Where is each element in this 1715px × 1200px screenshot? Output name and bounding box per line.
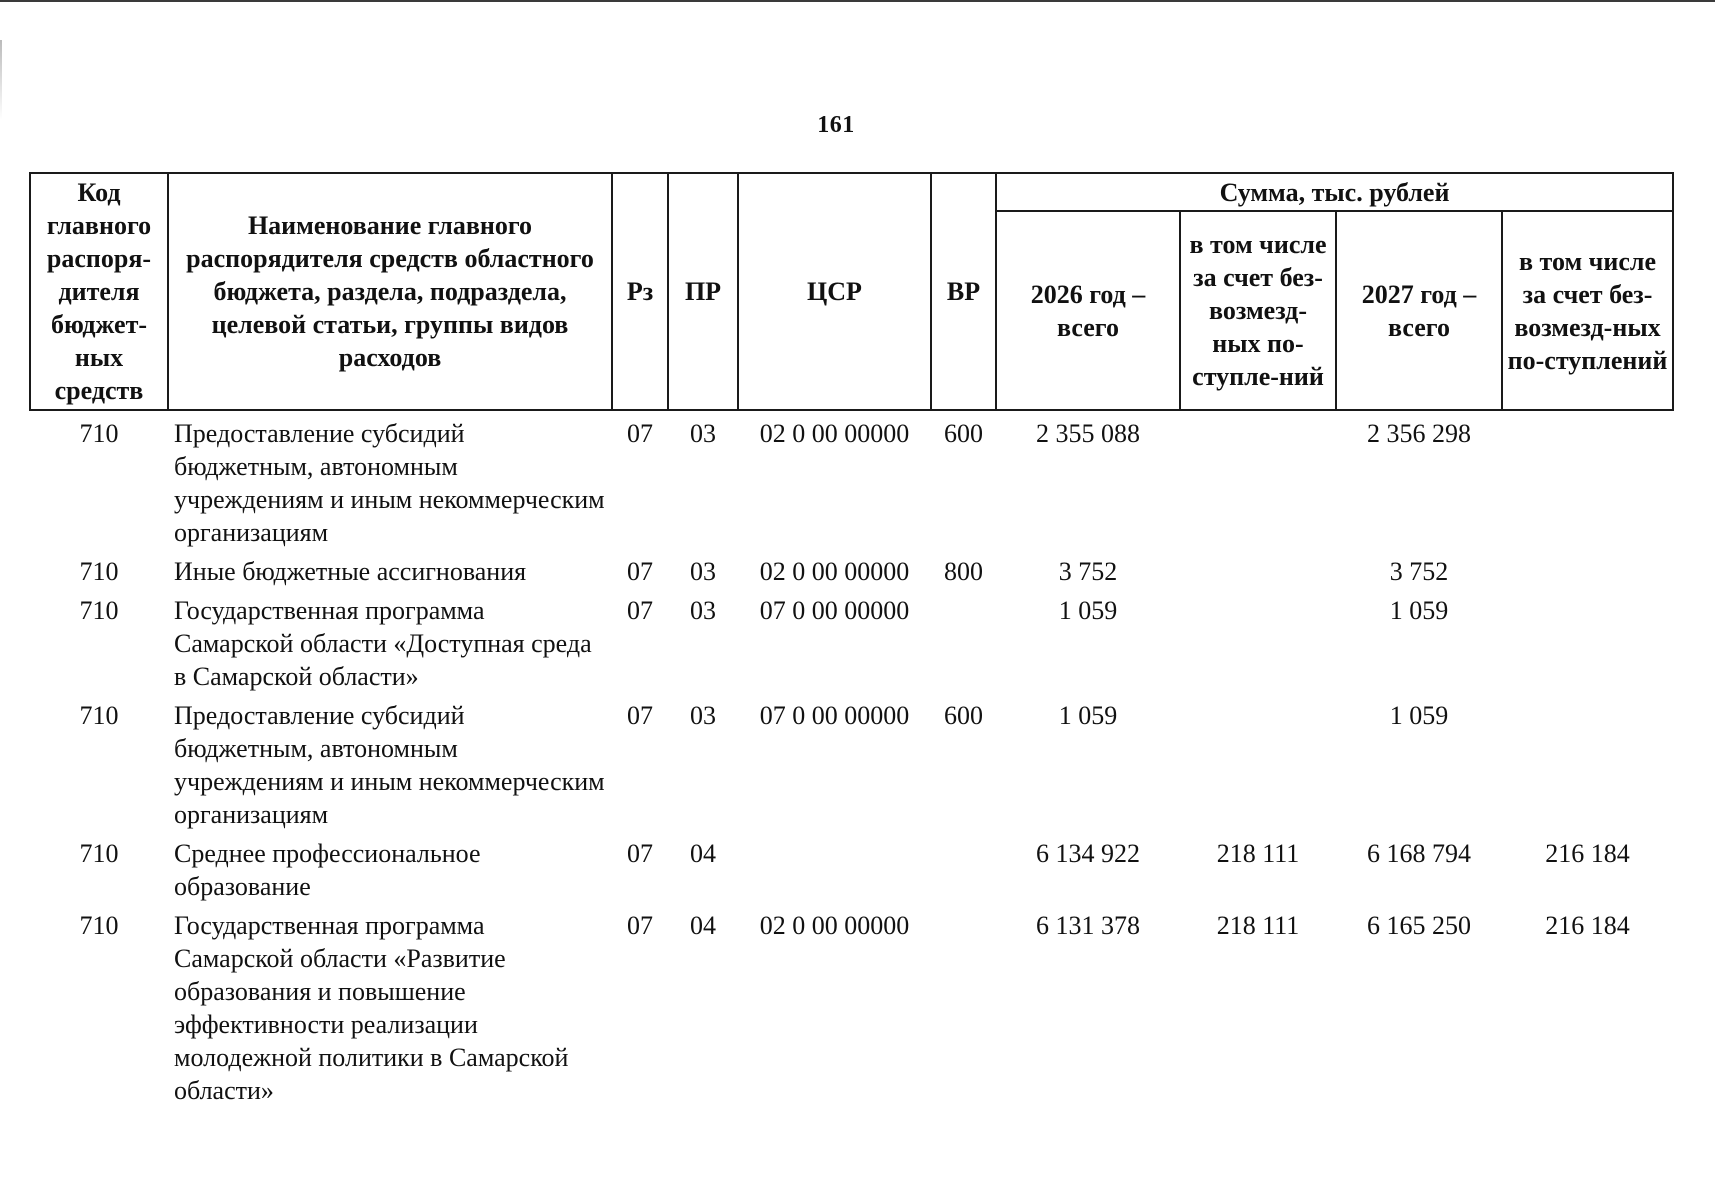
header-2026-free: в том числе за счет без-возмезд-ных по-ступле-ний [1180, 211, 1336, 410]
cell-code: 710 [79, 701, 119, 730]
cell-code: 710 [79, 596, 119, 625]
cell-pr: 03 [690, 596, 716, 625]
cell-2026-free [1180, 699, 1336, 837]
cell-2027-total: 6 165 250 [1367, 911, 1471, 940]
cell-2027-total: 2 356 298 [1367, 419, 1471, 448]
header-sum-group: Сумма, тыс. рублей [996, 173, 1673, 211]
cell-2026-total: 3 752 [1058, 557, 1118, 586]
cell-vr [931, 594, 996, 699]
cell-name: Иные бюджетные ассигнования [174, 557, 527, 586]
cell-pr: 04 [690, 839, 716, 868]
cell-2026-free: 218 111 [1216, 911, 1300, 940]
budget-table [29, 172, 1674, 1113]
cell-2027-total: 3 752 [1389, 557, 1449, 586]
cell-vr: 600 [944, 701, 983, 730]
table-row [30, 410, 1673, 555]
table-row [30, 699, 1673, 837]
header-vr: ВР [931, 173, 996, 410]
cell-rz: 07 [627, 911, 653, 940]
cell-2026-total: 6 131 378 [1036, 911, 1140, 940]
header-csr: ЦСР [738, 173, 931, 410]
cell-2026-free: 218 111 [1216, 839, 1300, 868]
header-pr: ПР [668, 173, 738, 410]
cell-2027-total: 1 059 [1389, 596, 1449, 625]
cell-2026-total: 1 059 [1058, 701, 1118, 730]
cell-2026-free [1180, 410, 1336, 555]
page-number: 161 [817, 112, 855, 138]
cell-2027-total: 1 059 [1389, 701, 1449, 730]
cell-2026-total: 1 059 [1058, 596, 1118, 625]
scan-edge-left [0, 40, 2, 120]
cell-2027-free [1502, 699, 1673, 837]
cell-2027-total: 6 168 794 [1367, 839, 1471, 868]
table-row [30, 909, 1673, 1113]
scan-edge-top [0, 0, 1715, 2]
header-name: Наименование главного распорядителя средств областного бюджета, раздела, подраздела, целевой статьи, группы видов расходов [168, 173, 612, 410]
cell-code: 710 [79, 557, 119, 586]
cell-rz: 07 [627, 419, 653, 448]
cell-rz: 07 [627, 701, 653, 730]
cell-2026-total: 6 134 922 [1036, 839, 1140, 868]
cell-pr: 03 [690, 557, 716, 586]
cell-2027-free: 216 184 [1545, 911, 1630, 940]
cell-rz: 07 [627, 839, 653, 868]
cell-rz: 07 [627, 596, 653, 625]
cell-code: 710 [79, 911, 119, 940]
cell-code: 710 [79, 419, 119, 448]
cell-code: 710 [79, 839, 119, 868]
cell-2027-free [1502, 410, 1673, 555]
cell-vr [931, 837, 996, 909]
cell-name: Предоставление субсидий бюджетным, автономным учреждениям и иным некоммерческим организациям [174, 701, 605, 829]
cell-vr: 600 [944, 419, 983, 448]
cell-csr [738, 837, 931, 909]
cell-csr: 02 0 00 00000 [759, 419, 910, 448]
header-2027-total: 2027 год – всего [1336, 211, 1502, 410]
cell-pr: 04 [690, 911, 716, 940]
table-body [30, 410, 1673, 1113]
cell-rz: 07 [627, 557, 653, 586]
cell-name: Государственная программа Самарской области «Развитие образования и повышение эффективности реализации молодежной политики в Самарской области» [174, 911, 569, 1105]
cell-name: Среднее профессиональное образование [174, 839, 481, 901]
cell-csr: 07 0 00 00000 [759, 596, 910, 625]
cell-csr: 02 0 00 00000 [759, 557, 910, 586]
cell-2027-free [1502, 594, 1673, 699]
cell-csr: 02 0 00 00000 [759, 911, 910, 940]
header-rz: Рз [612, 173, 668, 410]
table-row [30, 594, 1673, 699]
header-2027-free: в том числе за счет без-возмезд-ных по-ступлений [1502, 211, 1673, 410]
cell-pr: 03 [690, 419, 716, 448]
cell-2027-free [1502, 555, 1673, 594]
cell-2026-free [1180, 594, 1336, 699]
cell-2026-total: 2 355 088 [1036, 419, 1140, 448]
header-code: Код главного распоря-дителя бюджет-ных средств [30, 173, 168, 410]
cell-name: Государственная программа Самарской области «Доступная среда в Самарской области» [174, 596, 592, 691]
cell-name: Предоставление субсидий бюджетным, автономным учреждениям и иным некоммерческим организациям [174, 419, 605, 547]
cell-vr: 800 [944, 557, 983, 586]
cell-2026-free [1180, 555, 1336, 594]
cell-pr: 03 [690, 701, 716, 730]
cell-vr [931, 909, 996, 1113]
cell-2027-free: 216 184 [1545, 839, 1630, 868]
cell-csr: 07 0 00 00000 [759, 701, 910, 730]
header-2026-total: 2026 год – всего [996, 211, 1180, 410]
table-header [30, 173, 1673, 410]
table-row [30, 837, 1673, 909]
table-row [30, 555, 1673, 594]
